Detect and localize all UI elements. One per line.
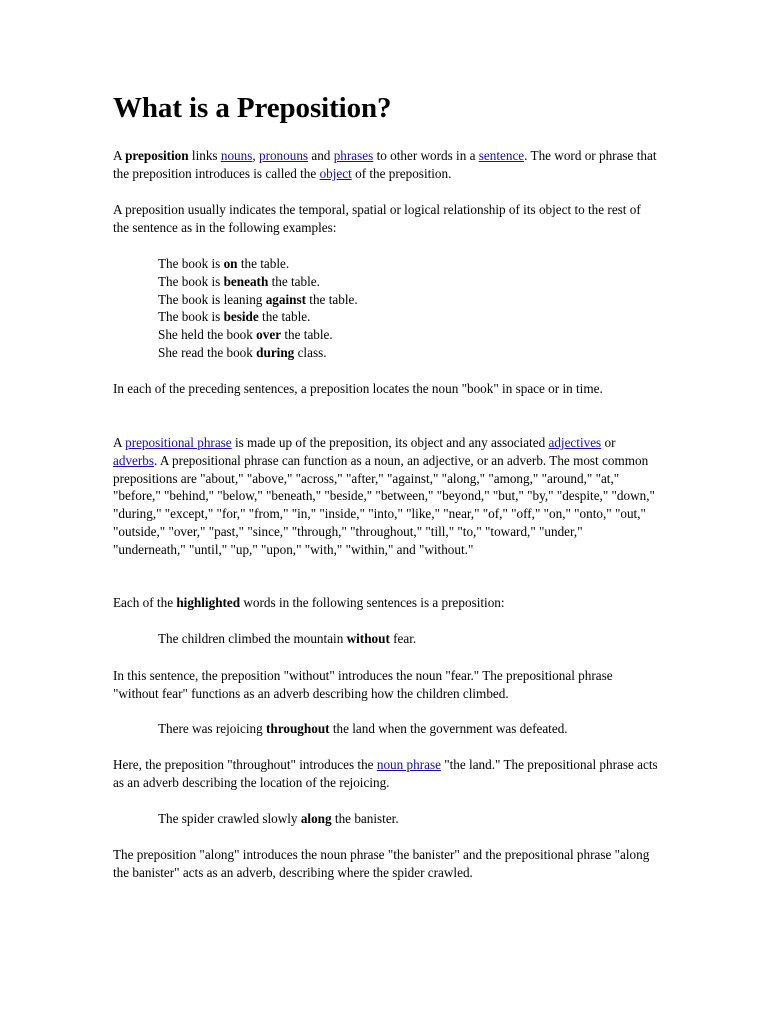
example-throughout xyxy=(158,720,678,738)
text-run: or xyxy=(601,435,616,450)
text-run: The preposition "along" introduces the noun phrase "the banister" and the prepositional phrase "along the banister" acts as an adverb, describing where the spider crawled. xyxy=(113,847,650,880)
example-sentence xyxy=(158,291,678,309)
text-run: In this sentence, the preposition "without" introduces the noun "fear." The prepositional phrase "without fear" functions as an adverb describing how the children climbed. xyxy=(113,668,613,701)
page-title: What is a Preposition? xyxy=(113,92,392,124)
relationship-paragraph xyxy=(113,201,658,237)
link-adjectives[interactable]: adjectives xyxy=(548,435,602,450)
text-run: Here, the preposition "throughout" introduces the xyxy=(113,757,377,772)
link-pronouns[interactable]: pronouns xyxy=(258,148,309,163)
link-object[interactable]: object xyxy=(319,165,352,181)
text-run: The spider crawled slowly xyxy=(158,811,301,826)
link-noun-phrase[interactable]: noun phrase xyxy=(376,757,441,772)
example-sentence xyxy=(158,326,678,344)
text-run: links xyxy=(188,148,221,163)
bold-text: along xyxy=(300,811,332,826)
text-run: class. xyxy=(294,344,327,360)
text-run: A xyxy=(113,148,126,163)
text-run: The book is xyxy=(158,309,224,325)
link-sentence[interactable]: sentence xyxy=(478,148,525,163)
text-run: fear. xyxy=(389,631,417,646)
example-sentence xyxy=(158,273,678,291)
text-run: She read the book xyxy=(158,344,257,360)
example-list xyxy=(158,255,678,362)
bold-text: without xyxy=(346,631,390,646)
text-run: . The word or phrase that the preposition introduces is called the xyxy=(113,148,657,181)
locates-paragraph xyxy=(113,380,658,398)
text-run: the table. xyxy=(281,327,333,343)
example-sentence xyxy=(158,308,678,326)
bold-text: throughout xyxy=(266,721,330,736)
link-prepositional-phrase[interactable]: prepositional phrase xyxy=(125,435,232,450)
text-run: The book is xyxy=(158,273,224,289)
text-run: the table. xyxy=(268,273,320,289)
text-run: is made up of the preposition, its object and any associated xyxy=(231,435,549,450)
text-run: the table. xyxy=(258,309,311,325)
bold-text: on xyxy=(223,256,238,271)
explain-throughout-paragraph xyxy=(113,756,658,792)
text-run: to other words in a xyxy=(373,148,479,163)
text-run: The book is leaning xyxy=(158,291,266,307)
text-run: of the preposition. xyxy=(351,165,452,181)
text-run: She held the book xyxy=(158,327,257,343)
link-nouns[interactable]: nouns xyxy=(220,148,253,163)
bold-text: over xyxy=(256,327,282,343)
example-along xyxy=(158,810,678,828)
text-run: "the land." The prepositional phrase acts as an adverb describing the location of the rejoicing. xyxy=(113,757,658,790)
text-run: the banister. xyxy=(331,811,399,826)
text-run: the table. xyxy=(237,256,290,271)
explain-along-paragraph xyxy=(113,846,658,882)
text-run: words in the following sentences is a preposition: xyxy=(240,595,505,610)
highlighted-paragraph xyxy=(113,594,658,612)
intro-paragraph xyxy=(113,147,658,183)
text-run: the land when the government was defeated. xyxy=(329,721,568,736)
text-run: There was rejoicing xyxy=(158,721,267,736)
text-run: . A prepositional phrase can function as a noun, an adjective, or an adverb. The most common prepositions are "about," "above," "across," "after," "against," "along," "among," "around," "at," "before," "behind," "below," "beneath," "beside," "between," "beyond," "but," "by," "despite," "down," "during," "except," "for," "from," "in," "inside," "into," "like," "near," "of," "off," "on," "onto," "out," "outside," "over," "past," "since," "through," "throughout," "till," "to," "toward," "under," "underneath," "until," "up," "upon," "with," "within," and "without." xyxy=(113,452,655,557)
bold-text: beneath xyxy=(223,273,269,289)
example-sentence xyxy=(158,344,678,362)
explain-without-paragraph xyxy=(113,667,658,703)
bold-text: beside xyxy=(223,309,259,325)
text-run: A preposition usually indicates the temporal, spatial or logical relationship of its object to the rest of the sentence as in the following examples: xyxy=(113,202,641,235)
link-phrases[interactable]: phrases xyxy=(333,148,374,163)
text-run: and xyxy=(308,148,334,163)
text-run: A xyxy=(113,435,126,450)
example-sentence xyxy=(158,255,678,273)
text-run: In each of the preceding sentences, a preposition locates the noun "book" in space or in time. xyxy=(113,381,603,396)
bold-text: against xyxy=(265,291,306,307)
bold-text: preposition xyxy=(125,148,189,163)
bold-text: during xyxy=(256,344,295,360)
text-run: the table. xyxy=(306,291,358,307)
text-run: Each of the xyxy=(113,595,177,610)
link-adverbs[interactable]: adverbs xyxy=(113,452,155,468)
bold-text: highlighted xyxy=(176,595,241,610)
text-run: , xyxy=(252,148,259,163)
prepositional-phrase-paragraph xyxy=(113,434,658,559)
text-run: The book is xyxy=(158,256,224,271)
example-without xyxy=(158,630,678,648)
text-run: The children climbed the mountain xyxy=(158,631,347,646)
